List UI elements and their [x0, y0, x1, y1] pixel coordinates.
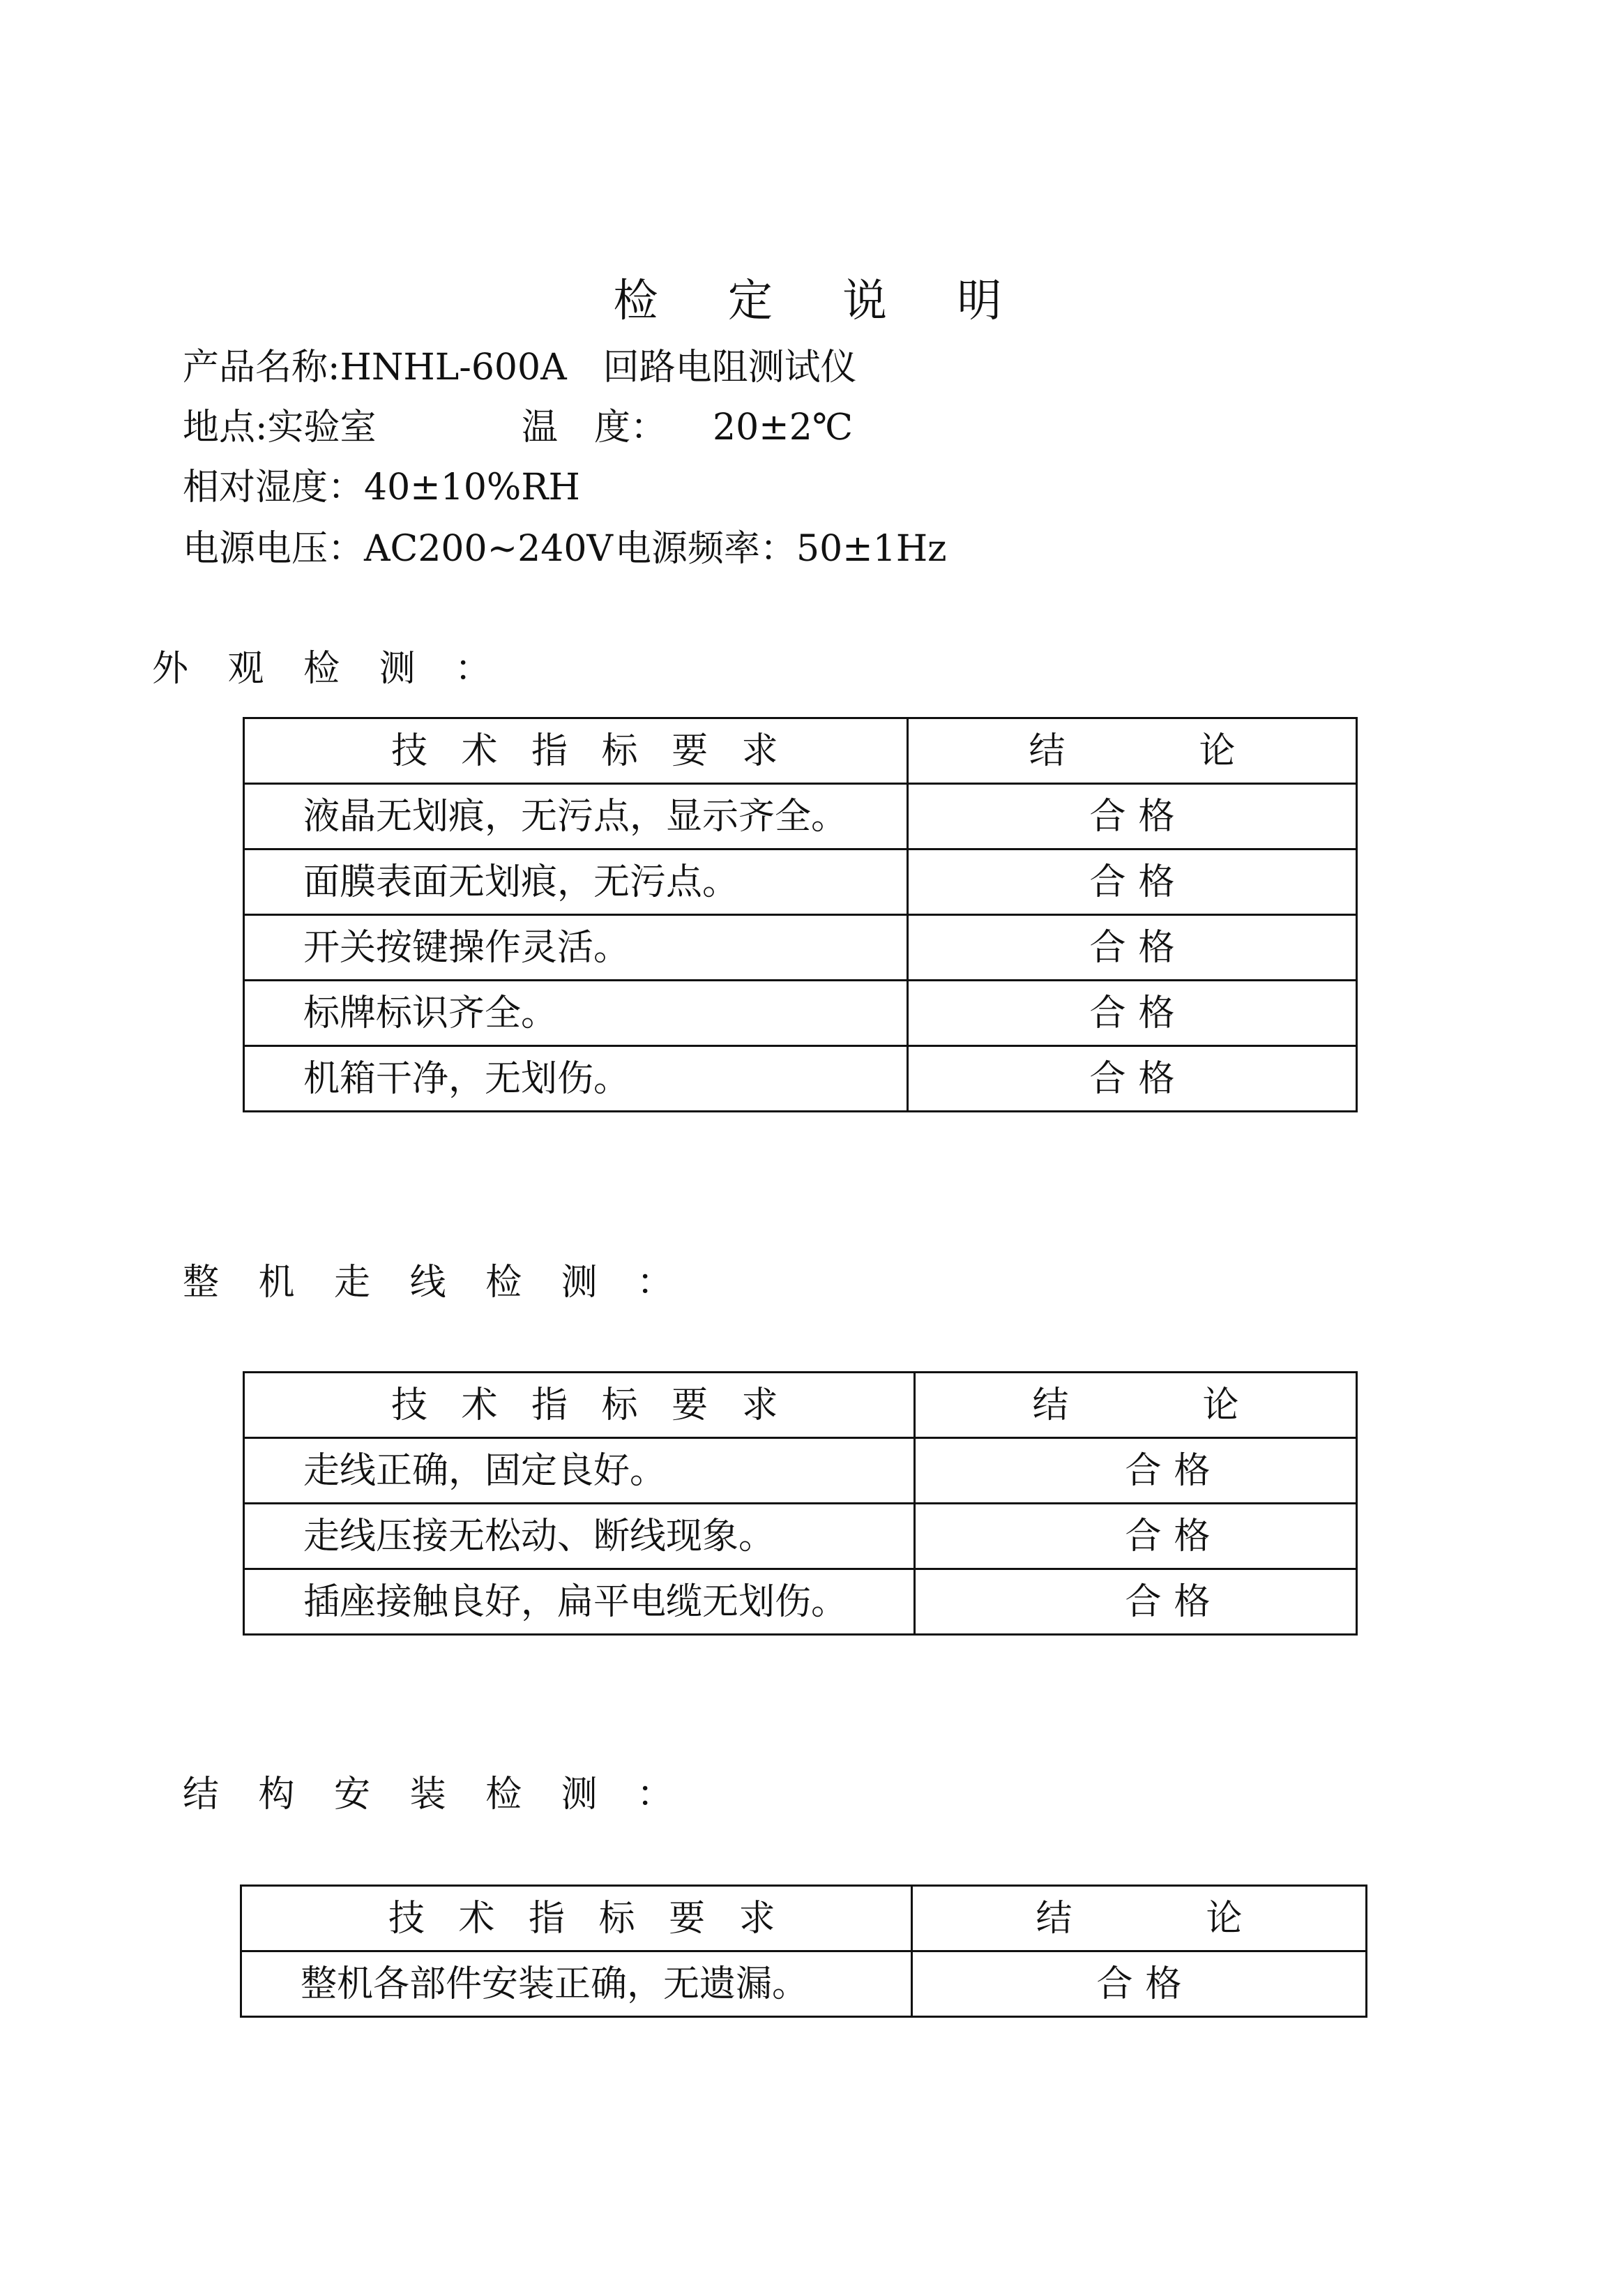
- product-name-line: 产品名称:HNHL-600A 回路电阻测试仪: [183, 347, 857, 388]
- result-cell: 合格: [908, 849, 1357, 915]
- result-cell: 合格: [908, 1046, 1357, 1112]
- requirement-cell: 插座接触良好，扁平电缆无划伤。: [244, 1569, 915, 1635]
- power-frequency: 电源频率：50±1Hz: [615, 528, 947, 570]
- table-row: [244, 849, 1357, 915]
- section-heading-structure: 结 构 安 装 检 测 ：: [183, 1774, 688, 1815]
- table-row: [244, 1569, 1357, 1635]
- requirement-cell: 开关按键操作灵活。: [244, 915, 908, 981]
- result-cell: 合格: [908, 915, 1357, 981]
- header-requirement: 技 术 指 标 要 求: [244, 718, 908, 784]
- appearance-inspection-table: [243, 717, 1358, 1112]
- power-voltage: 电源电压：AC200~240V: [183, 528, 613, 570]
- table-row: [244, 784, 1357, 849]
- table-row: [244, 915, 1357, 981]
- result-cell: 合格: [908, 981, 1357, 1046]
- result-cell: 合格: [915, 1504, 1357, 1569]
- table-row: [244, 1438, 1357, 1504]
- temperature-label: 温 度：: [522, 407, 667, 448]
- header-requirement: 技 术 指 标 要 求: [241, 1886, 912, 1951]
- table-row: [241, 1951, 1367, 2017]
- section-heading-wiring: 整 机 走 线 检 测 ：: [183, 1262, 688, 1304]
- result-cell: 合格: [915, 1569, 1357, 1635]
- humidity-line: 相对湿度：40±10%RH: [183, 467, 580, 508]
- result-cell: 合格: [912, 1951, 1367, 2017]
- requirement-cell: 面膜表面无划痕，无污点。: [244, 849, 908, 915]
- result-cell: 合格: [908, 784, 1357, 849]
- header-result: 结 论: [915, 1373, 1357, 1438]
- table-row: [244, 1504, 1357, 1569]
- requirement-cell: 走线正确，固定良好。: [244, 1438, 915, 1504]
- location-line: 地点:实验室: [183, 407, 377, 448]
- requirement-cell: 整机各部件安装正确，无遗漏。: [241, 1951, 912, 2017]
- header-result: 结 论: [912, 1886, 1367, 1951]
- table-header-row: [244, 718, 1357, 784]
- result-cell: 合格: [915, 1438, 1357, 1504]
- requirement-cell: 走线压接无松动、断线现象。: [244, 1504, 915, 1569]
- table-row: [244, 981, 1357, 1046]
- page-title: 检 定 说 明: [613, 275, 1030, 327]
- section-heading-appearance: 外 观 检 测 ：: [152, 648, 506, 690]
- header-requirement: 技 术 指 标 要 求: [244, 1373, 915, 1438]
- header-result: 结 论: [908, 718, 1357, 784]
- requirement-cell: 液晶无划痕，无污点，显示齐全。: [244, 784, 908, 849]
- requirement-cell: 标牌标识齐全。: [244, 981, 908, 1046]
- requirement-cell: 机箱干净，无划伤。: [244, 1046, 908, 1112]
- table-header-row: [244, 1373, 1357, 1438]
- table-row: [244, 1046, 1357, 1112]
- temperature-value: 20±2℃: [713, 407, 853, 448]
- structure-inspection-table: [240, 1885, 1367, 2018]
- table-header-row: [241, 1886, 1367, 1951]
- wiring-inspection-table: [243, 1371, 1358, 1636]
